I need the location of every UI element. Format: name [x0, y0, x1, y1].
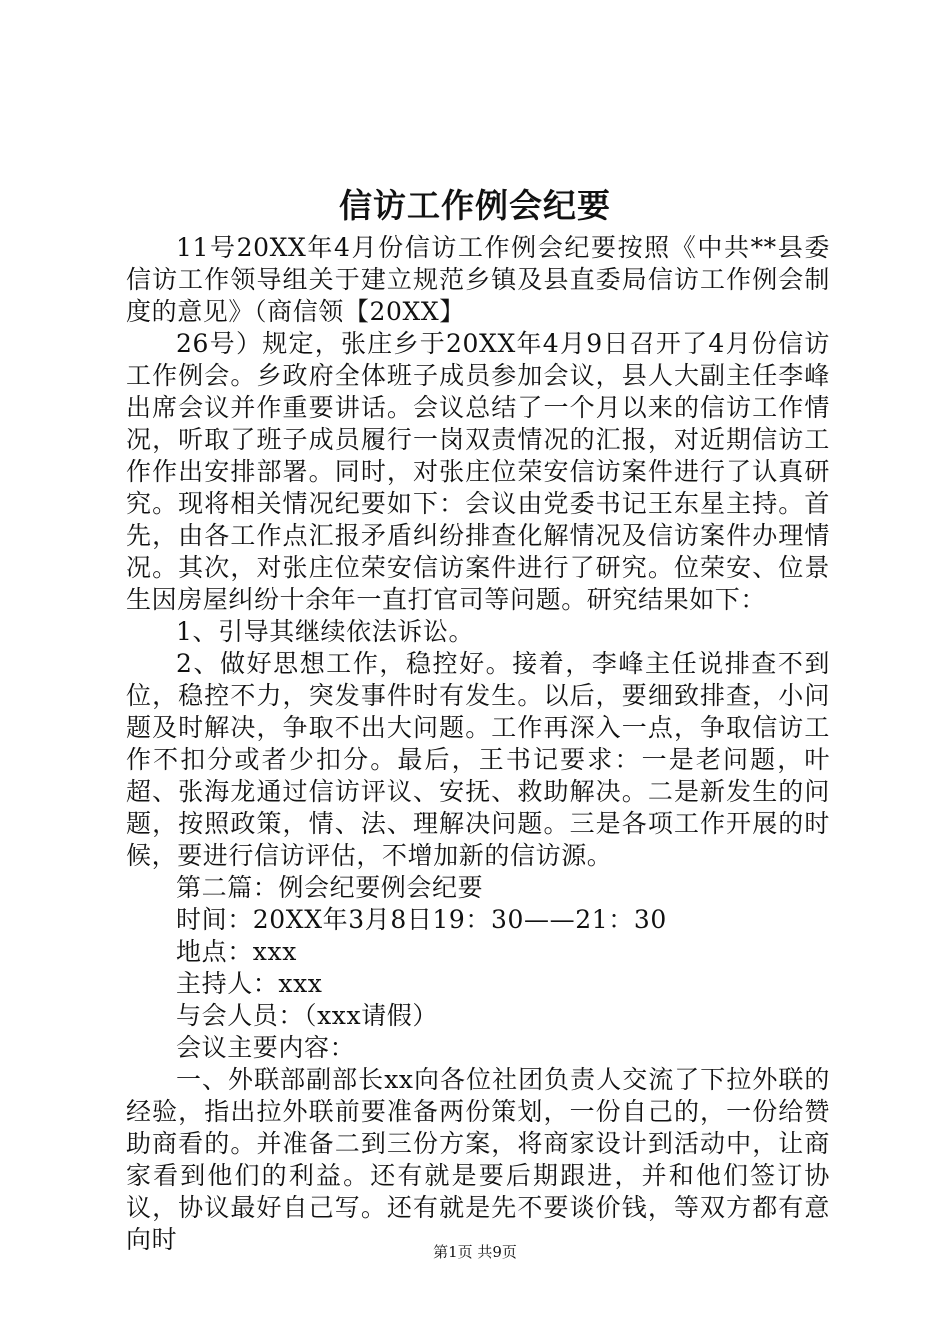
document-body — [126, 232, 830, 1256]
paragraph-section-heading: 第二篇：例会纪要例会纪要 — [176, 873, 484, 902]
paragraph-result-2: 2、做好思想工作，稳控好。接着，李峰主任说排查不到位，稳控不力，突发事件时有发生。以后，要细致排查，小问题及时解决，争取不出大问题。工作再深入一点，争取信访工作不扣分或者少扣分。最后，王书记要求：一是老问题，叶超、张海龙通过信访评议、安抚、救助解决。二是新发生的问题，按照政策，情、法、理解决问题。三是各项工作开展的时候，要进行信访评估，不增加新的信访源。 — [126, 649, 830, 870]
paragraph-host: 主持人：xxx — [176, 969, 323, 998]
paragraph-meeting-summary: 26号）规定，张庄乡于20XX年4月9日召开了4月份信访工作例会。乡政府全体班子成员参加会议，县人大副主任李峰出席会议并作重要讲话。会议总结了一个月以来的信访工作情况，听取了班子成员履行一岗双责情况的汇报，对近期信访工作作出安排部署。同时，对张庄位荣安信访案件进行了认真研究。现将相关情况纪要如下：会议由党委书记王东星主持。首先，由各工作点汇报矛盾纠纷排查化解情况及信访案件办理情况。其次，对张庄位荣安信访案件进行了研究。位荣安、位景生因房屋纠纷十余年一直打官司等问题。研究结果如下： — [126, 329, 830, 614]
document-title: 信访工作例会纪要 — [339, 186, 611, 225]
paragraph-time: 时间：20XX年3月8日19：30——21：30 — [176, 905, 667, 934]
paragraph-content-heading: 会议主要内容： — [176, 1033, 356, 1062]
paragraph-intro: 11号20XX年4月份信访工作例会纪要按照《中共**县委信访工作领导组关于建立规范乡镇及县直委局信访工作例会制度的意见》（商信领【20XX】 — [126, 233, 830, 326]
paragraph-location: 地点：xxx — [176, 937, 297, 966]
paragraph-result-1: 1、引导其继续依法诉讼。 — [176, 617, 475, 646]
paragraph-attendees: 与会人员：（xxx请假） — [176, 1001, 438, 1030]
paragraph-content-1: 一、外联部副部长xx向各位社团负责人交流了下拉外联的经验，指出拉外联前要准备两份策划，一份自己的，一份给赞助商看的。并准备二到三份方案，将商家设计到活动中，让商家看到他们的利益。还有就是要后期跟进，并和他们签订协议，协议最好自己写。还有就是先不要谈价钱，等双方都有意向时 — [126, 1065, 830, 1254]
page-footer: 第1页 共9页 — [433, 1243, 517, 1261]
